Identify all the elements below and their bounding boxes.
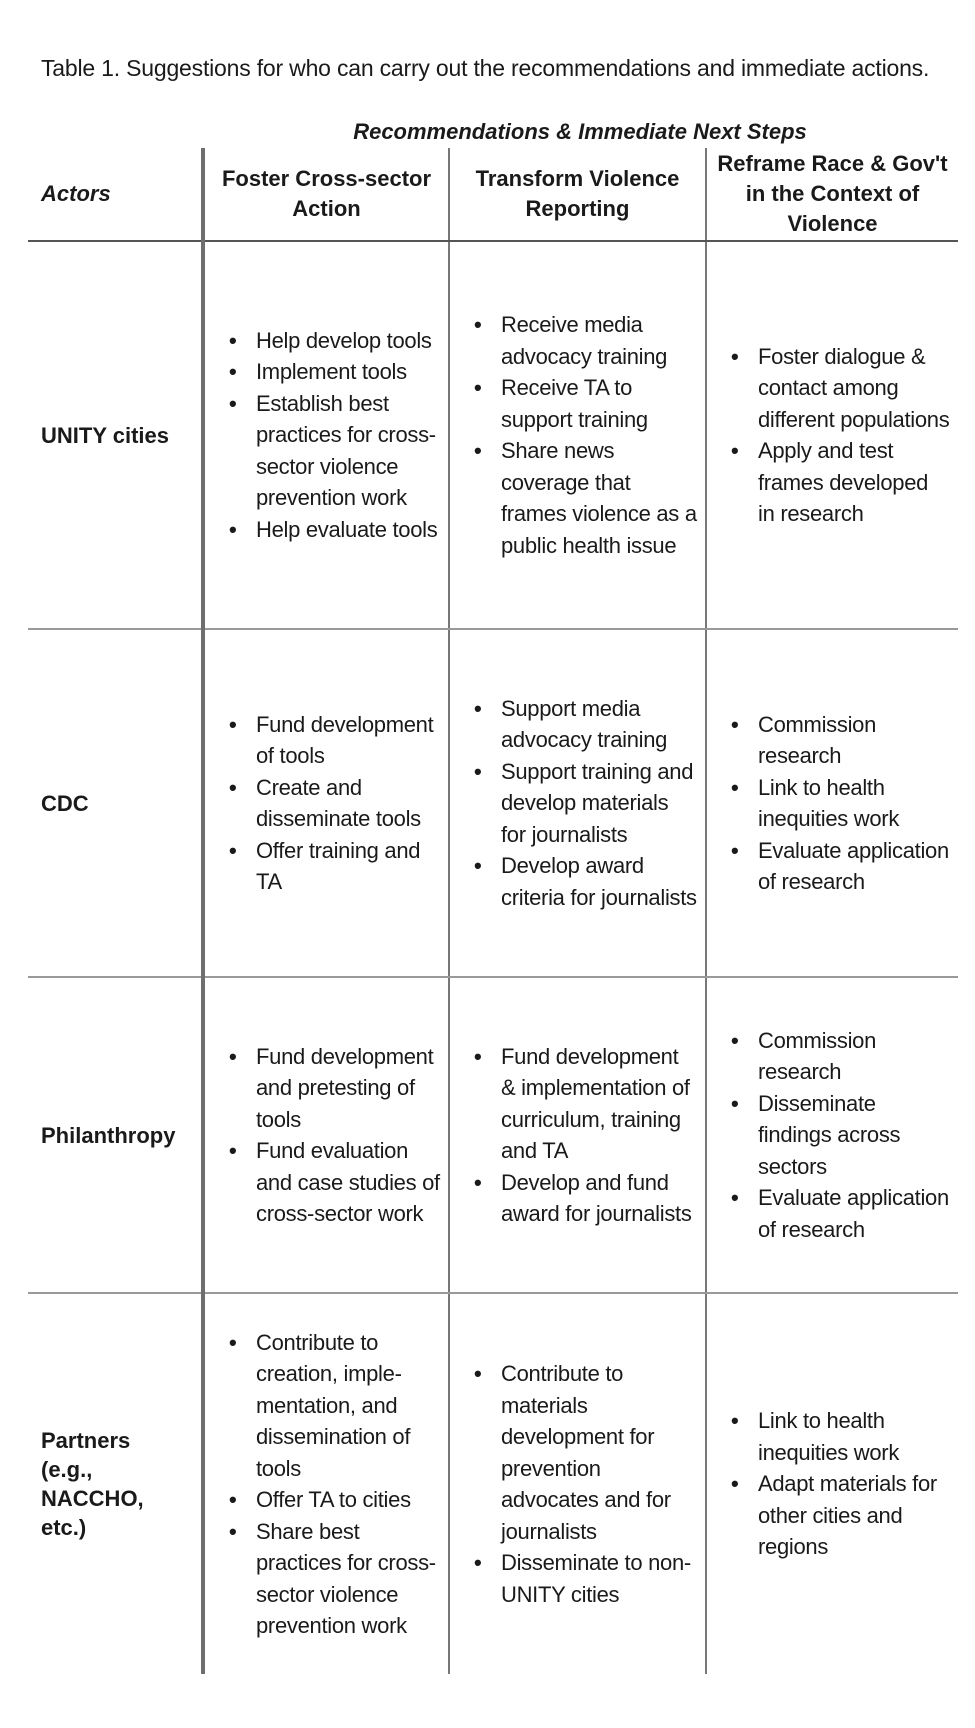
list-item: • Develop award criteria for journalists — [474, 850, 697, 913]
list-item: • Disseminate findings across sectors — [731, 1088, 950, 1183]
list-item: • Fund development & implementation of curriculum, training and TA — [474, 1041, 697, 1167]
list-item: • Evaluate application of research — [731, 1182, 950, 1245]
list-item: • Help develop tools — [229, 325, 440, 357]
bullet-list — [707, 1405, 958, 1563]
bullet-list — [707, 341, 958, 530]
table-super-heading: Recommendations & Immediate Next Steps — [353, 119, 807, 144]
header-foster-cross-sector-action: Foster Cross-sector Action — [203, 148, 449, 241]
bullet-list — [205, 1327, 448, 1642]
list-item: • Foster dialogue & contact among different populations — [731, 341, 950, 436]
list-item: • Help evaluate tools — [229, 514, 440, 546]
list-item: • Link to health inequities work — [731, 772, 950, 835]
list-item: • Commission research — [731, 1025, 950, 1088]
list-item: • Create and disseminate tools — [229, 772, 440, 835]
list-item: • Develop and fund award for journalists — [474, 1167, 697, 1230]
foster-cell — [203, 1293, 449, 1674]
transform-cell — [449, 629, 706, 977]
list-item: • Offer training and TA — [229, 835, 440, 898]
reframe-cell — [706, 977, 958, 1293]
bullet-list — [450, 1358, 705, 1610]
list-item: • Implement tools — [229, 356, 440, 388]
bullet-list — [205, 1041, 448, 1230]
table-row — [28, 629, 958, 977]
header-actors: Actors — [28, 148, 203, 241]
list-item: • Adapt materials for other cities and regions — [731, 1468, 950, 1563]
list-item: • Receive media advocacy training — [474, 309, 697, 372]
actor-cell: Philanthropy — [28, 977, 203, 1293]
list-item: • Support training and develop materials for journalists — [474, 756, 697, 851]
header-row — [28, 148, 958, 241]
bullet-list — [707, 1025, 958, 1246]
transform-cell — [449, 1293, 706, 1674]
list-item: • Apply and test frames developed in research — [731, 435, 950, 530]
transform-cell — [449, 977, 706, 1293]
bullet-list — [450, 309, 705, 561]
list-item: • Fund evaluation and case studies of cross-sector work — [229, 1135, 440, 1230]
table-row — [28, 977, 958, 1293]
bullet-list — [205, 709, 448, 898]
foster-cell — [203, 241, 449, 629]
recommendations-table — [28, 148, 958, 1674]
list-item: • Fund development and pretesting of tools — [229, 1041, 440, 1136]
list-item: • Link to health inequities work — [731, 1405, 950, 1468]
list-item: • Evaluate application of research — [731, 835, 950, 898]
actor-cell: UNITY cities — [28, 241, 203, 629]
list-item: • Offer TA to cities — [229, 1484, 440, 1516]
list-item: • Fund development of tools — [229, 709, 440, 772]
table-caption: Table 1. Suggestions for who can carry out the recommendations and immediate actions. — [41, 55, 930, 81]
list-item: • Contribute to materials development for prevention advocates and for journalists — [474, 1358, 697, 1547]
list-item: • Support media advocacy training — [474, 693, 697, 756]
table-row — [28, 241, 958, 629]
bullet-list — [707, 709, 958, 898]
table-row — [28, 1293, 958, 1674]
list-item: • Contribute to creation, imple-mentation, and dissemination of tools — [229, 1327, 440, 1485]
foster-cell — [203, 629, 449, 977]
foster-cell — [203, 977, 449, 1293]
actor-cell: Partners (e.g., NACCHO, etc.) — [28, 1293, 203, 1674]
header-transform-violence-reporting: Transform Violence Reporting — [449, 148, 706, 241]
reframe-cell — [706, 1293, 958, 1674]
list-item: • Commission research — [731, 709, 950, 772]
reframe-cell — [706, 629, 958, 977]
list-item: • Disseminate to non-UNITY cities — [474, 1547, 697, 1610]
transform-cell — [449, 241, 706, 629]
header-reframe-race-govt: Reframe Race & Gov't in the Context of Violence — [706, 148, 958, 241]
list-item: • Establish best practices for cross-sector violence prevention work — [229, 388, 440, 514]
list-item: • Receive TA to support training — [474, 372, 697, 435]
bullet-list — [450, 693, 705, 914]
list-item: • Share best practices for cross-sector violence prevention work — [229, 1516, 440, 1642]
bullet-list — [205, 325, 448, 546]
bullet-list — [450, 1041, 705, 1230]
list-item: • Share news coverage that frames violence as a public health issue — [474, 435, 697, 561]
actor-cell: CDC — [28, 629, 203, 977]
reframe-cell — [706, 241, 958, 629]
